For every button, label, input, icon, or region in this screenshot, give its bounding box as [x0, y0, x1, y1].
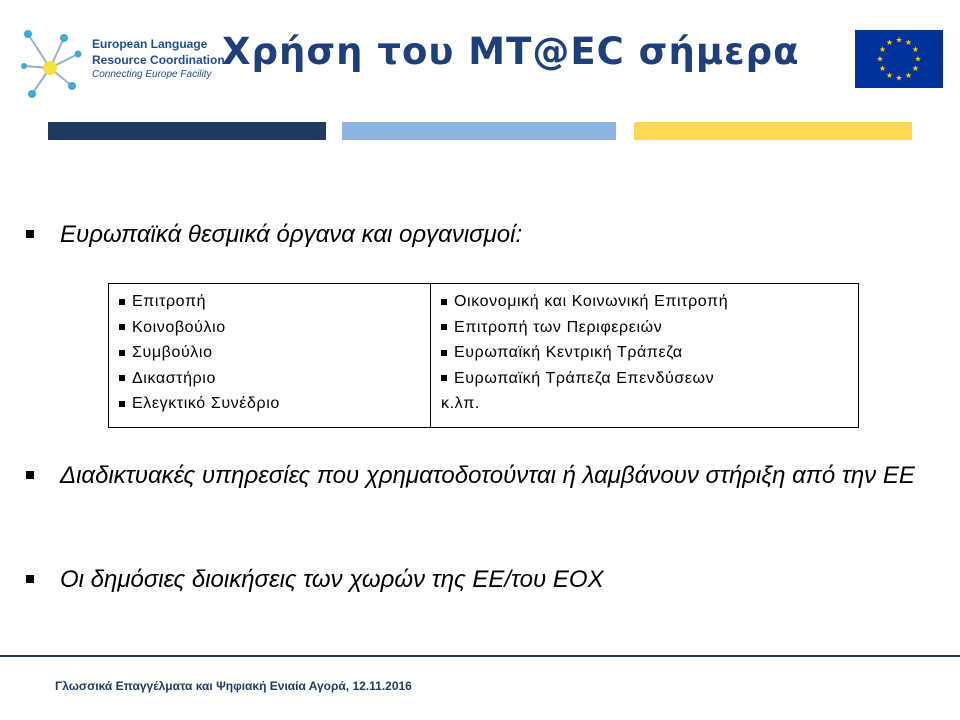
bullet-text: Ευρωπαϊκά θεσμικά όργανα και οργανισμοί:: [60, 221, 523, 248]
bullet-square-icon: [119, 324, 125, 330]
list-item: Ευρωπαϊκή Τράπεζα Επενδύσεων: [441, 366, 848, 392]
table-column-right: [431, 284, 858, 427]
elrc-logo: [20, 24, 225, 100]
eu-star-icon: ★: [878, 45, 887, 54]
eu-star-icon: ★: [895, 73, 903, 83]
bullet-square-icon: [119, 375, 125, 381]
list-item: Συμβούλιο: [119, 340, 420, 366]
list-item: Επιτροπή: [119, 289, 420, 315]
bullet-text: Διαδικτυακές υπηρεσίες που χρηματοδοτούνται ή λαμβάνουν στήριξη από την ΕΕ: [60, 462, 915, 489]
divider-bar-light: [342, 122, 616, 140]
list-item: Ευρωπαϊκή Κεντρική Τράπεζα: [441, 340, 848, 366]
eu-flag-icon: [855, 30, 943, 88]
eu-star-icon: ★: [904, 71, 913, 80]
bullet-text: Οι δημόσιες διοικήσεις των χωρών της ΕΕ/του ΕΟΧ: [60, 566, 604, 593]
bullet-square-icon: [119, 350, 125, 356]
logo-line-3: Connecting Europe Facility: [92, 69, 212, 80]
list-item: Οικονομική και Κοινωνική Επιτροπή: [441, 289, 848, 315]
bullet-square-icon: [26, 230, 34, 238]
table-column-left: [109, 284, 431, 427]
logo-line-1: European Language: [92, 37, 208, 51]
divider-bar-yellow: [634, 122, 912, 140]
footer-text: Γλωσσικά Επαγγέλματα και Ψηφιακή Ενιαία Αγορά, 12.11.2016: [55, 679, 412, 693]
list-item: Δικαστήριο: [119, 366, 420, 392]
eu-star-icon: ★: [911, 45, 920, 54]
bullet-square-icon: [26, 471, 34, 479]
bullet-square-icon: [441, 350, 447, 356]
eu-stars: [855, 30, 943, 88]
eu-star-icon: ★: [895, 35, 903, 45]
footer-divider: [0, 655, 960, 657]
bullet-square-icon: [441, 375, 447, 381]
bullet-square-icon: [441, 324, 447, 330]
logo-line-2: Resource Coordination: [92, 53, 225, 67]
eu-star-icon: ★: [904, 38, 913, 47]
eu-star-icon: ★: [911, 64, 920, 73]
bullet-square-icon: [119, 299, 125, 305]
divider-bar-dark: [48, 122, 326, 140]
bullet-square-icon: [119, 401, 125, 407]
eu-star-icon: ★: [878, 64, 887, 73]
list-item-tail: κ.λπ.: [441, 395, 480, 412]
eu-star-icon: ★: [876, 54, 884, 64]
bullet-online-services: [26, 459, 926, 493]
eu-star-icon: ★: [885, 38, 894, 47]
network-icon: [20, 24, 92, 100]
eu-star-icon: ★: [885, 71, 894, 80]
list-item: Κοινοβούλιο: [119, 315, 420, 341]
bullet-institutions: [26, 218, 926, 252]
list-item: Ελεγκτικό Συνέδριο: [119, 391, 420, 417]
page-title: Χρήση του MT@EC σήμερα: [222, 30, 800, 73]
eu-star-icon: ★: [914, 54, 922, 64]
bullet-public-administrations: [26, 563, 926, 597]
bullet-square-icon: [441, 299, 447, 305]
institutions-table: [108, 283, 859, 428]
bullet-square-icon: [26, 575, 34, 583]
list-item: Επιτροπή των Περιφερειών: [441, 315, 848, 341]
